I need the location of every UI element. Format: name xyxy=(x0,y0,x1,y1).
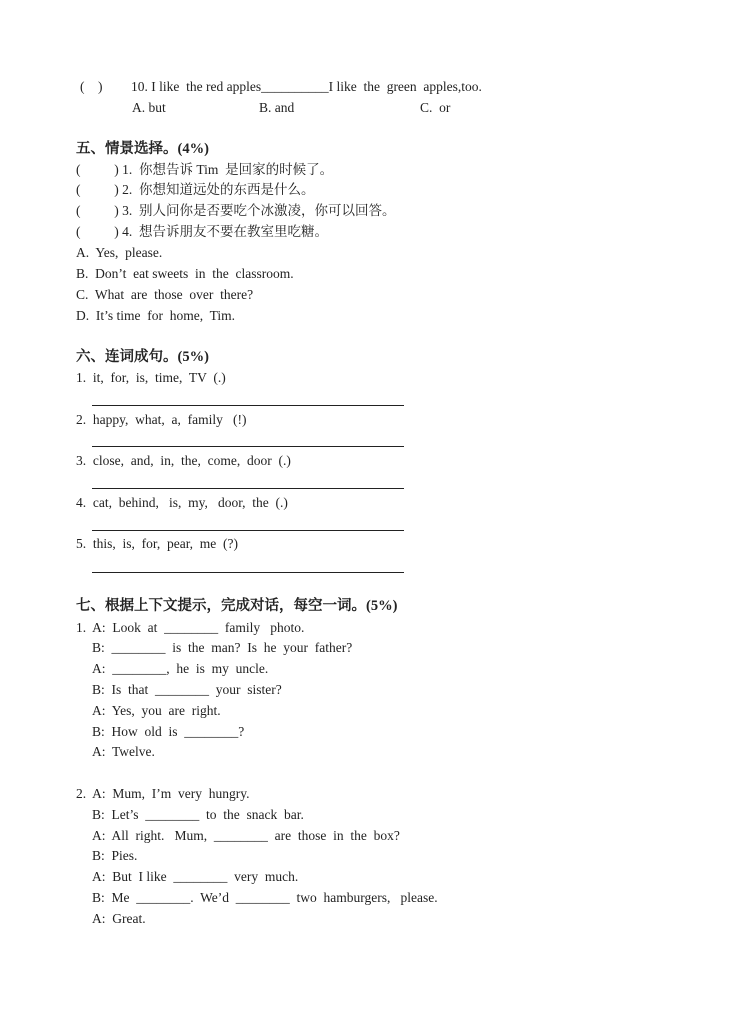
answer-line xyxy=(92,405,404,406)
dialogue-line: A: Yes, you are right. xyxy=(92,703,221,718)
section-5-title: 五、情景选择。(4%) xyxy=(76,141,209,157)
list-item: 5. this, is, for, pear, me (?) xyxy=(76,536,238,551)
list-item: ( ) 2. 你想知道远处的东西是什么。 xyxy=(76,182,315,197)
question-10-text: 10. I like the red apples__________I like the green apples,too. xyxy=(131,79,482,94)
list-item: 3. close, and, in, the, come, door (.) xyxy=(76,453,291,468)
answer-line xyxy=(92,488,404,489)
option-b: B. and xyxy=(259,100,295,115)
dialogue-line: A: But I like ________ very much. xyxy=(92,869,299,884)
dialogue-line: A: Twelve. xyxy=(92,744,155,759)
list-item: 1. it, for, is, time, TV (.) xyxy=(76,370,226,385)
section-7-title: 七、根据上下文提示，完成对话，每空一词。(5%) xyxy=(76,598,398,614)
dialogue-line: 2. A: Mum, I’m very hungry. xyxy=(76,786,250,801)
dialogue-line: B: Let’s ________ to the snack bar. xyxy=(92,807,304,822)
answer-paren: ( ) xyxy=(80,79,103,94)
dialogue-line: 1. A: Look at ________ family photo. xyxy=(76,620,305,635)
option-item: C. What are those over there? xyxy=(76,287,254,302)
answer-line xyxy=(92,446,404,447)
list-item: 2. happy, what, a, family (!) xyxy=(76,412,247,427)
dialogue-line: B: Me ________. We’d ________ two hamburgers, please. xyxy=(92,890,438,905)
answer-line xyxy=(92,572,404,573)
dialogue-line: A: ________, he is my uncle. xyxy=(92,661,269,676)
section-6-title: 六、连词成句。(5%) xyxy=(76,349,209,365)
option-c: C. or xyxy=(420,100,451,115)
answer-line xyxy=(92,530,404,531)
dialogue-line: B: Is that ________ your sister? xyxy=(92,682,282,697)
option-item: A. Yes, please. xyxy=(76,245,163,260)
dialogue-line: B: ________ is the man? Is he your father? xyxy=(92,640,353,655)
option-a: A. but xyxy=(132,100,166,115)
list-item: ( ) 1. 你想告诉 Tim 是回家的时候了。 xyxy=(76,162,334,177)
dialogue-line: B: How old is ________? xyxy=(92,724,245,739)
dialogue-line: A: Great. xyxy=(92,911,146,926)
option-item: D. It’s time for home, Tim. xyxy=(76,308,236,323)
dialogue-line: B: Pies. xyxy=(92,848,138,863)
dialogue-line: A: All right. Mum, ________ are those in the box? xyxy=(92,828,400,843)
option-item: B. Don’t eat sweets in the classroom. xyxy=(76,266,294,281)
list-item: 4. cat, behind, is, my, door, the (.) xyxy=(76,495,288,510)
list-item: ( ) 4. 想告诉朋友不要在教室里吃糖。 xyxy=(76,224,328,239)
list-item: ( ) 3. 别人问你是否要吃个冰激凌，你可以回答。 xyxy=(76,203,396,218)
